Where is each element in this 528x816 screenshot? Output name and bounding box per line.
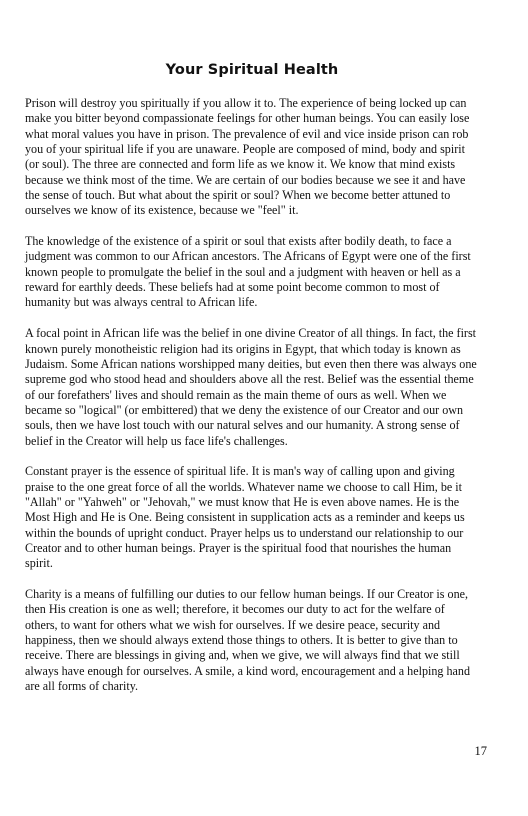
body-text — [25, 96, 480, 710]
paragraph-1: Prison will destroy you spiritually if you allow it to. The experience of being locked up can make you bitter beyond compassionate feelings for other human beings. You can easily lose what moral values you have in prison. The prevalence of evil and vice inside prison can rob you of your spiritual life if you are unaware. People are composed of mind, body and spirit (or soul). The three are connected and form life as we know it. We know that mind exists because we think most of the time. We are certain of our bodies because we see it and have the sense of touch. But what about the spirit or soul? When we become better attuned to ourselves we know of its existence, because we "feel" it. — [25, 96, 470, 218]
paragraph-3: A focal point in African life was the belief in one divine Creator of all things. In fact, the first known purely monotheistic religion had its origins in Egypt, that which today is known as Judaism. Some African nations worshipped many deities, but even then there was always one supreme god who stood head and shoulders above all the rest. Belief was the essential theme of our forefathers' lives and should remain as the main theme of ours as well. When we became so "logical" (or embittered) that we deny the existence of our Creator and our own souls, then we have lost touch with our natural selves and our humanity. A strong sense of belief in the Creator will help us face life's challenges. — [25, 326, 477, 448]
page-number: 17 — [474, 744, 487, 758]
paragraph-4: Constant prayer is the essence of spiritual life. It is man's way of calling upon and giving praise to the one great force of all the worlds. Whatever name we choose to call Him, be it "Allah" or "Yahweh" or "Jehovah," we must know that He is even above names. He is the Most High and He is One. Being consistent in supplication acts as a reminder and keeps us within the bounds of upright conduct. Prayer helps us to understand our relationship to our Creator and to other human beings. Prayer is the spiritual food that nourishes the human spirit. — [25, 464, 465, 571]
page-title: Your Spiritual Health — [165, 62, 339, 78]
paragraph-5: Charity is a means of fulfilling our duties to our fellow human beings. If our Creator is one, then His creation is one as well; therefore, it becomes our duty to act for the welfare of others, to want for others what we wish for ourselves. If we desire peace, security and happiness, then we should always extend those things to others. It is better to give than to receive. There are blessings in giving and, when we give, we will always find that we still always have enough for ourselves. A smile, a kind word, encouragement and a helping hand are all forms of charity. — [25, 587, 470, 694]
paragraph-2: The knowledge of the existence of a spirit or soul that exists after bodily death, to face a judgment was common to our African ancestors. The Africans of Egypt were one of the first known people to promulgate the belief in the soul and a judgment with heaven or hell as a reward for earthly deeds. These beliefs had at some point become common to most of humanity but was always central to African life. — [25, 234, 471, 310]
